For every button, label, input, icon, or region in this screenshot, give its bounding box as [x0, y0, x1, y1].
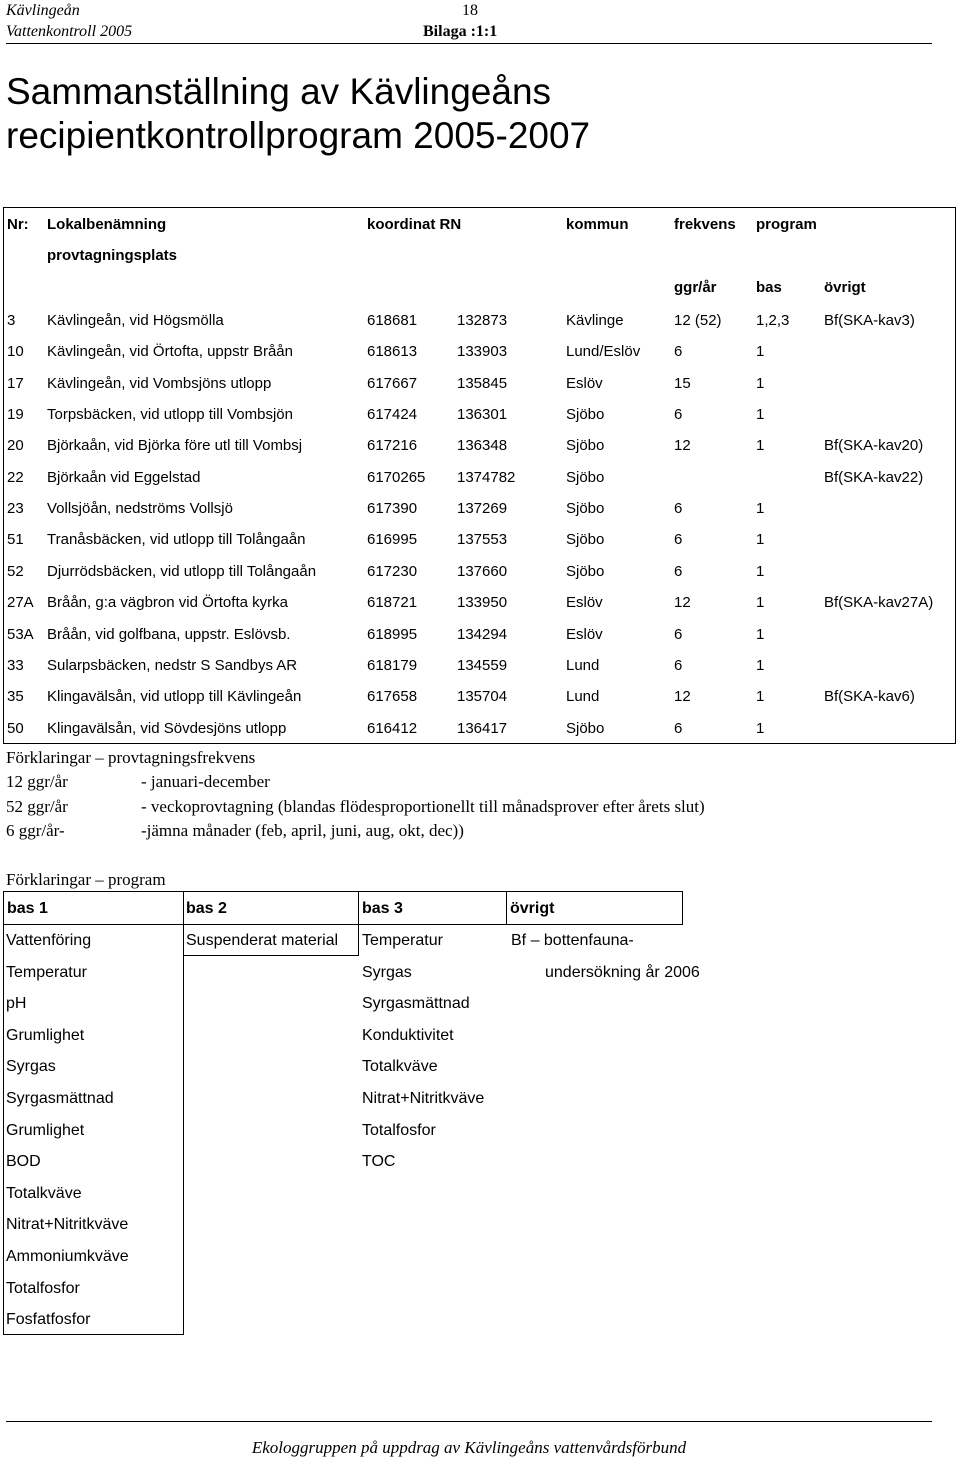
cell-name: Klingavälsån, vid Sövdesjöns utlopp: [47, 719, 287, 737]
bas1-parameter: Grumlighet: [6, 1026, 85, 1044]
freq-label-6: 6 ggr/år-: [6, 821, 65, 840]
bas1-parameter: BOD: [6, 1153, 41, 1171]
cell-coord-x: 618681: [367, 312, 418, 329]
program-table: [3, 891, 184, 1335]
cell-freq: 12: [674, 688, 691, 706]
cell-nr: 10: [7, 343, 24, 361]
cell-bas: 1: [756, 594, 765, 612]
freq-label-12: 12 ggr/år: [6, 772, 68, 791]
cell-name: Bråån, g:a vägbron vid Örtofta kyrka: [47, 594, 288, 612]
cell-nr: 23: [7, 500, 24, 518]
program-header-bas2: bas 2: [186, 900, 227, 917]
ovrigt-parameter-line-1: Bf – bottenfauna-: [511, 932, 634, 949]
cell-coord-y: 136417: [457, 719, 508, 737]
cell-nr: 3: [7, 312, 16, 329]
cell-nr: 20: [7, 437, 24, 455]
cell-coord-x: 618995: [367, 625, 418, 643]
cell-coord-y: 133903: [457, 343, 508, 361]
freq-text-12: - januari-december: [141, 772, 270, 791]
cell-freq: 6: [674, 656, 683, 674]
cell-freq: 6: [674, 719, 683, 737]
col-kommun-header: kommun: [566, 216, 629, 233]
bas1-parameter: Syrgasmättnad: [6, 1090, 114, 1107]
ovrigt-parameter-line-2: undersökning år 2006: [545, 964, 700, 981]
cell-ovrigt: Bf(SKA-kav27A): [824, 594, 934, 612]
title-line-1: Sammanställning av Kävlingeåns: [6, 71, 552, 112]
cell-kommun: Eslöv: [566, 594, 603, 612]
cell-coord-x: 617230: [367, 562, 418, 580]
header-river: Kävlingeån: [6, 2, 80, 19]
cell-freq: 6: [674, 625, 683, 643]
cell-name: Kävlingeån, vid Vombsjöns utlopp: [47, 374, 272, 392]
program-table-col-divider-4: [682, 891, 683, 925]
cell-bas: 1: [756, 343, 765, 361]
cell-coord-x: 617390: [367, 500, 418, 518]
page-title: [6, 70, 590, 158]
cell-coord-y: 137269: [457, 500, 508, 518]
cell-coord-x: 617658: [367, 688, 418, 706]
cell-bas: 1: [756, 374, 765, 392]
freq-explanation-title: Förklaringar – provtagningsfrekvens: [6, 748, 256, 767]
bas2-parameter: Suspenderat material: [186, 932, 339, 949]
cell-ovrigt: Bf(SKA-kav20): [824, 437, 924, 455]
cell-kommun: Lund/Eslöv: [566, 343, 641, 361]
cell-name: Björkaån vid Eggelstad: [47, 468, 201, 486]
appendix-label: Bilaga :1:1: [423, 23, 498, 40]
program-table-bas2-bottom-border: [183, 955, 359, 956]
cell-name: Bråån, vid golfbana, uppstr. Eslövsb.: [47, 625, 291, 643]
col-freq-unit-header: ggr/år: [674, 279, 717, 296]
col-bas-header: bas: [756, 279, 782, 296]
cell-name: Kävlingeån, vid Högsmölla: [47, 312, 224, 329]
cell-bas: 1: [756, 656, 765, 674]
bas3-parameter: Nitrat+Nitritkväve: [362, 1090, 485, 1107]
col-name-header: Lokalbenämning: [47, 216, 167, 233]
header-report: Vattenkontroll 2005: [6, 23, 133, 40]
cell-freq: 6: [674, 406, 683, 424]
bas1-parameter: Grumlighet: [6, 1121, 85, 1139]
cell-bas: 1: [756, 688, 765, 706]
footer-divider: [6, 1421, 932, 1422]
cell-name: Björkaån, vid Björka före utl till Vombsj: [47, 437, 303, 455]
col-ovrigt-header: övrigt: [824, 279, 866, 296]
program-table-col-divider-2: [358, 891, 359, 956]
title-line-2: recipientkontrollprogram 2005-2007: [6, 115, 591, 156]
program-header-bas1: bas 1: [7, 900, 48, 917]
cell-bas: 1: [756, 437, 765, 455]
cell-freq: 12: [674, 437, 691, 455]
cell-coord-x: 617216: [367, 437, 418, 455]
cell-nr: 27A: [7, 594, 34, 612]
cell-coord-y: 136301: [457, 406, 508, 424]
cell-nr: 50: [7, 719, 24, 737]
cell-kommun: Sjöbo: [566, 406, 605, 424]
cell-freq: 12: [674, 594, 691, 612]
cell-freq: 6: [674, 500, 683, 518]
cell-kommun: Sjöbo: [566, 437, 605, 455]
col-name-header-2: provtagningsplats: [47, 247, 178, 264]
col-freq-header: frekvens: [674, 216, 736, 233]
bas1-parameter: Syrgas: [6, 1058, 56, 1076]
cell-coord-x: 6170265: [367, 468, 426, 486]
cell-nr: 35: [7, 688, 24, 706]
cell-kommun: Kävlinge: [566, 312, 624, 329]
cell-freq: 6: [674, 562, 683, 580]
cell-kommun: Sjöbo: [566, 719, 605, 737]
cell-bas: 1: [756, 719, 765, 737]
bas1-parameter: Fosfatfosfor: [6, 1311, 91, 1329]
cell-kommun: Eslöv: [566, 625, 603, 643]
header-left: [6, 0, 132, 42]
cell-kommun: Sjöbo: [566, 468, 605, 486]
cell-coord-y: 133950: [457, 594, 508, 612]
program-table-header-divider: [3, 924, 683, 925]
page-number: 18: [462, 2, 478, 19]
cell-kommun: Eslöv: [566, 374, 603, 392]
cell-ovrigt: Bf(SKA-kav6): [824, 688, 915, 706]
cell-coord-y: 135845: [457, 374, 508, 392]
cell-coord-y: 134294: [457, 625, 508, 643]
program-table-col-divider-3: [506, 891, 507, 925]
col-nr-header: Nr:: [7, 216, 29, 233]
cell-name: Kävlingeån, vid Örtofta, uppstr Bråån: [47, 343, 293, 361]
program-explanation-title: Förklaringar – program: [6, 870, 166, 889]
cell-nr: 52: [7, 562, 24, 580]
bas3-parameter: TOC: [362, 1153, 396, 1171]
cell-nr: 51: [7, 531, 24, 549]
col-coord-header: koordinat RN: [367, 216, 462, 233]
cell-freq: 6: [674, 531, 683, 549]
cell-coord-x: 618613: [367, 343, 418, 361]
program-header-ovrigt: övrigt: [510, 900, 555, 917]
cell-coord-y: 135704: [457, 688, 508, 706]
cell-name: Djurrödsbäcken, vid utlopp till Tolångaån: [47, 562, 317, 580]
cell-kommun: Lund: [566, 656, 600, 674]
cell-coord-y: 134559: [457, 656, 508, 674]
freq-label-52: 52 ggr/år: [6, 797, 68, 816]
cell-nr: 17: [7, 374, 24, 392]
header-divider: [6, 43, 932, 44]
cell-kommun: Sjöbo: [566, 531, 605, 549]
program-header-bas3: bas 3: [362, 900, 403, 917]
cell-nr: 33: [7, 656, 24, 674]
cell-coord-y: 132873: [457, 312, 508, 329]
freq-text-52: - veckoprovtagning (blandas flödesproportionellt till månadsprover efter årets slut): [141, 797, 705, 816]
station-table: [3, 207, 956, 744]
cell-coord-y: 136348: [457, 437, 508, 455]
cell-nr: 19: [7, 406, 24, 424]
cell-freq: 12 (52): [674, 312, 722, 329]
cell-kommun: Sjöbo: [566, 562, 605, 580]
cell-freq: 6: [674, 343, 683, 361]
cell-bas: 1: [756, 406, 765, 424]
bas1-parameter: Totalkväve: [6, 1184, 82, 1202]
bas1-parameter: Nitrat+Nitritkväve: [6, 1216, 129, 1234]
bas3-parameter: Syrgasmättnad: [362, 995, 470, 1013]
cell-name: Vollsjöån, nedströms Vollsjö: [47, 500, 233, 518]
footer-text: Ekologgruppen på uppdrag av Kävlingeåns vattenvårdsförbund: [251, 1438, 687, 1457]
cell-bas: 1: [756, 531, 765, 549]
cell-name: Tranåsbäcken, vid utlopp till Tolångaån: [47, 531, 306, 549]
cell-coord-x: 617424: [367, 406, 418, 424]
bas1-parameter: Vattenföring: [6, 932, 92, 949]
cell-bas: 1,2,3: [756, 312, 790, 329]
cell-ovrigt: Bf(SKA-kav22): [824, 468, 924, 486]
cell-coord-x: 616995: [367, 531, 418, 549]
cell-nr: 22: [7, 468, 24, 486]
bas3-parameter: Totalkväve: [362, 1058, 438, 1076]
cell-bas: 1: [756, 500, 765, 518]
bas3-parameter: Totalfosfor: [362, 1121, 436, 1139]
cell-coord-x: 618179: [367, 656, 418, 674]
bas1-parameter: Ammoniumkväve: [6, 1248, 129, 1265]
cell-bas: 1: [756, 625, 765, 643]
cell-coord-y: 137553: [457, 531, 508, 549]
cell-name: Sularpsbäcken, nedstr S Sandbys AR: [47, 656, 298, 674]
cell-kommun: Lund: [566, 688, 600, 706]
bas1-parameter: Temperatur: [6, 963, 87, 981]
cell-coord-x: 618721: [367, 594, 418, 612]
freq-text-6: -jämna månader (feb, april, juni, aug, okt, dec)): [141, 821, 464, 840]
cell-coord-y: 137660: [457, 562, 508, 580]
cell-coord-y: 1374782: [457, 468, 516, 486]
cell-name: Klingavälsån, vid utlopp till Kävlingeån: [47, 688, 302, 706]
bas1-parameter: Totalfosfor: [6, 1279, 80, 1297]
bas3-parameter: Konduktivitet: [362, 1026, 454, 1044]
program-table-top-border: [3, 891, 683, 892]
cell-bas: 1: [756, 562, 765, 580]
cell-freq: 15: [674, 374, 691, 392]
cell-ovrigt: Bf(SKA-kav3): [824, 312, 915, 329]
program-table-col-divider-1: [183, 891, 184, 1335]
bas1-parameter: pH: [6, 995, 27, 1013]
cell-kommun: Sjöbo: [566, 500, 605, 518]
col-program-header: program: [756, 216, 817, 233]
bas3-parameter: Temperatur: [362, 932, 443, 949]
cell-name: Torpsbäcken, vid utlopp till Vombsjön: [47, 406, 293, 424]
cell-nr: 53A: [7, 625, 34, 643]
bas3-parameter: Syrgas: [362, 963, 412, 981]
cell-coord-x: 616412: [367, 719, 418, 737]
cell-coord-x: 617667: [367, 374, 418, 392]
